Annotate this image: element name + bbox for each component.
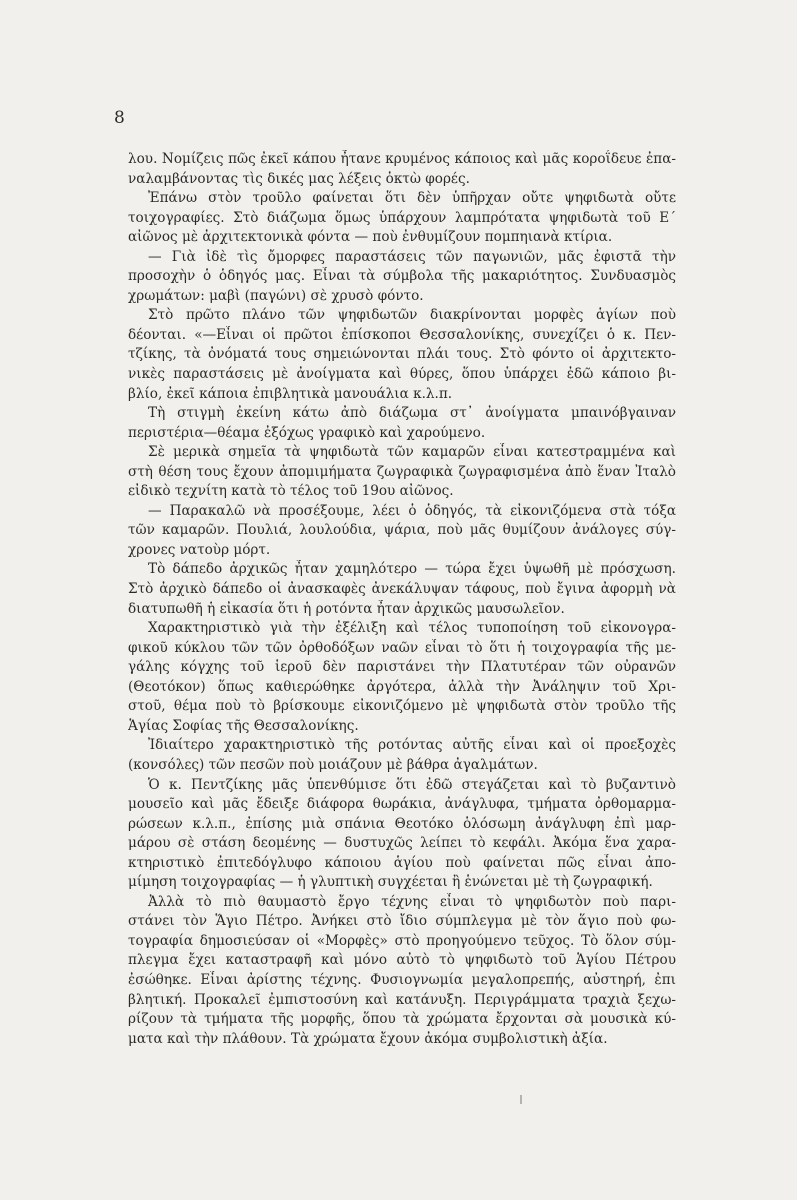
text-line: γάλης κόγχης τοῦ ἱεροῦ δὲν παριστάνει τὴν Πλατυτέραν τῶν οὐρανῶν: [128, 659, 676, 676]
text-line: Ὁ κ. Πεντζίκης μᾶς ὑπενθύμισε ὅτι ἐδῶ στεγάζεται καὶ τὸ βυζαντινὸ: [148, 776, 676, 793]
text-line: Ἰδιαίτερο χαρακτηριστικὸ τῆς ροτόντας αὐτῆς εἶναι καὶ οἱ προεξοχὲς: [148, 737, 676, 754]
text-line: στοῦ, θέμα ποὺ τὸ βρίσκουμε εἰκονιζόμενο μὲ ψηφιδωτὰ στὸν τροῦλο τῆς: [128, 698, 676, 715]
text-line: Σὲ μερικὰ σημεῖα τὰ ψηφιδωτὰ τῶν καμαρῶν εἶναι κατεστραμμένα καὶ: [148, 444, 676, 461]
text-line: βλητική. Προκαλεῖ ἐμπιστοσύνη καὶ κατάνυξη. Περιγράμματα τραχιὰ ξεχω-: [128, 991, 676, 1008]
text-line: τζίκης, τὰ ὀνόματά τους σημειώνονται πλάι τους. Στὸ φόντο οἱ ἀρχιτεκτο-: [128, 346, 676, 363]
text-line: βλίο, ἐκεῖ κάποια ἐπιβλητικὰ μανουάλια κ.λ.π.: [128, 385, 453, 402]
text-line: δέονται. «—Εἶναι οἱ πρῶτοι ἐπίσκοποι Θεσσαλονίκης, συνεχίζει ὁ κ. Πεν-: [128, 326, 676, 343]
text-line: τογραφία δημοσιεύσαν οἱ «Μορφὲς» στὸ προηγούμενο τεῦχος. Τὸ ὅλον σύμ-: [128, 932, 676, 949]
text-line: ἐσώθηκε. Εἶναι ἀρίστης τέχνης. Φυσιογνωμία μεγαλοπρεπής, αὐστηρή, ἐπι: [128, 971, 676, 988]
text-line: (Θεοτόκον) ὅπως καθιερώθηκε ἀργότερα, ἀλλὰ τὴν Ἀνάληψιν τοῦ Χρι-: [128, 678, 676, 695]
body-text: [128, 150, 676, 1049]
text-line: Τὴ στιγμὴ ἐκείνη κάτω ἀπὸ διάζωμα στ᾽ ἀνοίγματα μπαινόβγαιναν: [148, 405, 676, 422]
text-line: αἰῶνος μὲ ἀρχιτεκτονικὰ φόντα — ποὺ ἐνθυμίζουν πομπηιανὰ κτίρια.: [128, 229, 613, 246]
text-line: κτηριστικὸ ἐπιτεδόγλυφο κάποιου ἁγίου ποὺ φαίνεται πῶς εἶναι ἀπο-: [128, 854, 676, 871]
text-line: ρίζουν τὰ τμήματα τῆς μορφῆς, ὅπου τὰ χρώματα ἔρχονται σὰ μουσικὰ κύ-: [128, 1011, 676, 1028]
text-line: μουσεῖο καὶ μᾶς ἔδειξε διάφορα θωράκια, ἀνάγλυφα, τμήματα ὀρθομαρμα-: [128, 796, 676, 813]
text-line: — Γιὰ ἰδὲ τὶς ὄμορφες παραστάσεις τῶν παγωνιῶν, μᾶς ἐφιστᾶ τὴν: [148, 248, 676, 265]
text-line: Ἐπάνω στὸν τροῦλο φαίνεται ὅτι δὲν ὑπῆρχαν οὔτε ψηφιδωτὰ οὔτε: [148, 190, 676, 207]
text-line: Χαρακτηριστικὸ γιὰ τὴν ἐξέλιξη καὶ τέλος τυποποίηση τοῦ εἰκονογρα-: [148, 620, 676, 637]
text-line: στὴ θέση τους ἔχουν ἀπομιμήματα ζωγραφικὰ ζωγραφισμένα ἀπὸ ἕναν Ἰταλὸ: [128, 463, 676, 480]
text-line: Τὸ δάπεδο ἀρχικῶς ἦταν χαμηλότερο — τώρα ἔχει ὑψωθῆ μὲ πρόσχωση.: [148, 561, 676, 578]
text-line: μίμηση τοιχογραφίας — ἡ γλυπτικὴ συγχέεται ἢ ἑνώνεται μὲ τὴ ζωγραφική.: [128, 874, 653, 891]
text-line: Στὸ ἀρχικὸ δάπεδο οἱ ἀνασκαφὲς ἀνεκάλυψαν τάφους, ποὺ ἔγινα ἀφορμὴ νὰ: [128, 581, 676, 598]
text-line: — Παρακαλῶ νὰ προσέξουμε, λέει ὁ ὁδηγός, τὰ εἰκονιζόμενα στὰ τόξα: [148, 502, 676, 519]
text-line: τοιχογραφίες. Στὸ διάζωμα ὅμως ὑπάρχουν λαμπρότατα ψηφιδωτὰ τοῦ Ε΄: [128, 209, 676, 226]
text-line: στάνει τὸν Ἅγιο Πέτρο. Ἀνήκει στὸ ἴδιο σύμπλεγμα μὲ τὸν ἅγιο ποὺ φω-: [128, 913, 676, 930]
text-line: (κονσόλες) τῶν πεσῶν ποὺ μοιάζουν μὲ βάθρα ἀγαλμάτων.: [128, 756, 538, 773]
text-line: λου. Νομίζεις πῶς ἐκεῖ κάπου ἦτανε κρυμένος κάποιος καὶ μᾶς κοροΐδευε ἐπα-: [128, 151, 676, 167]
text-line: Ἁγίας Σοφίας τῆς Θεσσαλονίκης.: [128, 717, 359, 734]
text-line: χρονες νατοὺρ μόρτ.: [128, 541, 271, 558]
text-line: φικοῦ κύκλου τῶν τῶν ὀρθοδόξων ναῶν εἶναι τὸ ὅτι ἡ τοιχογραφία τῆς με-: [128, 639, 676, 656]
text-line: χρωμάτων: μαβὶ (παγώνι) σὲ χρυσὸ φόντο.: [128, 287, 424, 304]
print-speck: [520, 1095, 522, 1104]
text-line: Ἀλλὰ τὸ πιὸ θαυμαστὸ ἔργο τέχνης εἶναι τὸ ψηφιδωτὸν ποὺ παρι-: [148, 893, 676, 910]
text-line: περιστέρια—θέαμα ἐξόχως γραφικὸ καὶ χαρούμενο.: [128, 424, 486, 441]
text-line: πλεγμα ἔχει καταστραφῆ καὶ μόνο αὐτὸ τὸ ψηφιδωτὸ τοῦ Ἁγίου Πέτρου: [128, 952, 676, 969]
text-line: ναλαμβάνοντας τὶς δικές μας λέξεις ὀκτὼ φορές.: [128, 170, 470, 187]
text-line: ρώσεων κ.λ.π., ἐπίσης μιὰ σπάνια Θεοτόκο ὁλόσωμη ἀνάγλυφη ἐπὶ μαρ-: [128, 815, 676, 832]
text-line: διατυπωθῆ ἡ εἰκασία ὅτι ἡ ροτόντα ἦταν ἀρχικῶς μαυσωλεῖον.: [128, 600, 565, 617]
page-number: 8: [114, 108, 125, 128]
text-line: ματα καὶ τὴν πλάθουν. Τὰ χρώματα ἔχουν ἀκόμα συμβολιστικὴ ἀξία.: [128, 1030, 608, 1047]
text-line: νικὲς παραστάσεις μὲ ἀνοίγματα καὶ θύρες, ὅπου ὑπάρχει ἐδῶ κάποιο βι-: [128, 366, 676, 383]
text-line: εἰδικὸ τεχνίτη κατὰ τὸ τέλος τοῦ 19ου αἰῶνος.: [128, 483, 454, 500]
text-line: τῶν καμαρῶν. Πουλιά, λουλούδια, ψάρια, ποὺ μᾶς θυμίζουν ἀνάλογες σύγ-: [128, 522, 676, 539]
text-line: μάρου σὲ στάση δεομένης — δυστυχῶς λείπει τὸ κεφάλι. Ἀκόμα ἕνα χαρα-: [128, 835, 676, 852]
text-line: προσοχὴν ὁ ὁδηγός μας. Εἶναι τὰ σύμβολα τῆς μακαριότητος. Συνδυασμὸς: [128, 268, 676, 285]
text-line: Στὸ πρῶτο πλάνο τῶν ψηφιδωτῶν διακρίνονται μορφὲς ἁγίων ποὺ: [148, 307, 676, 324]
